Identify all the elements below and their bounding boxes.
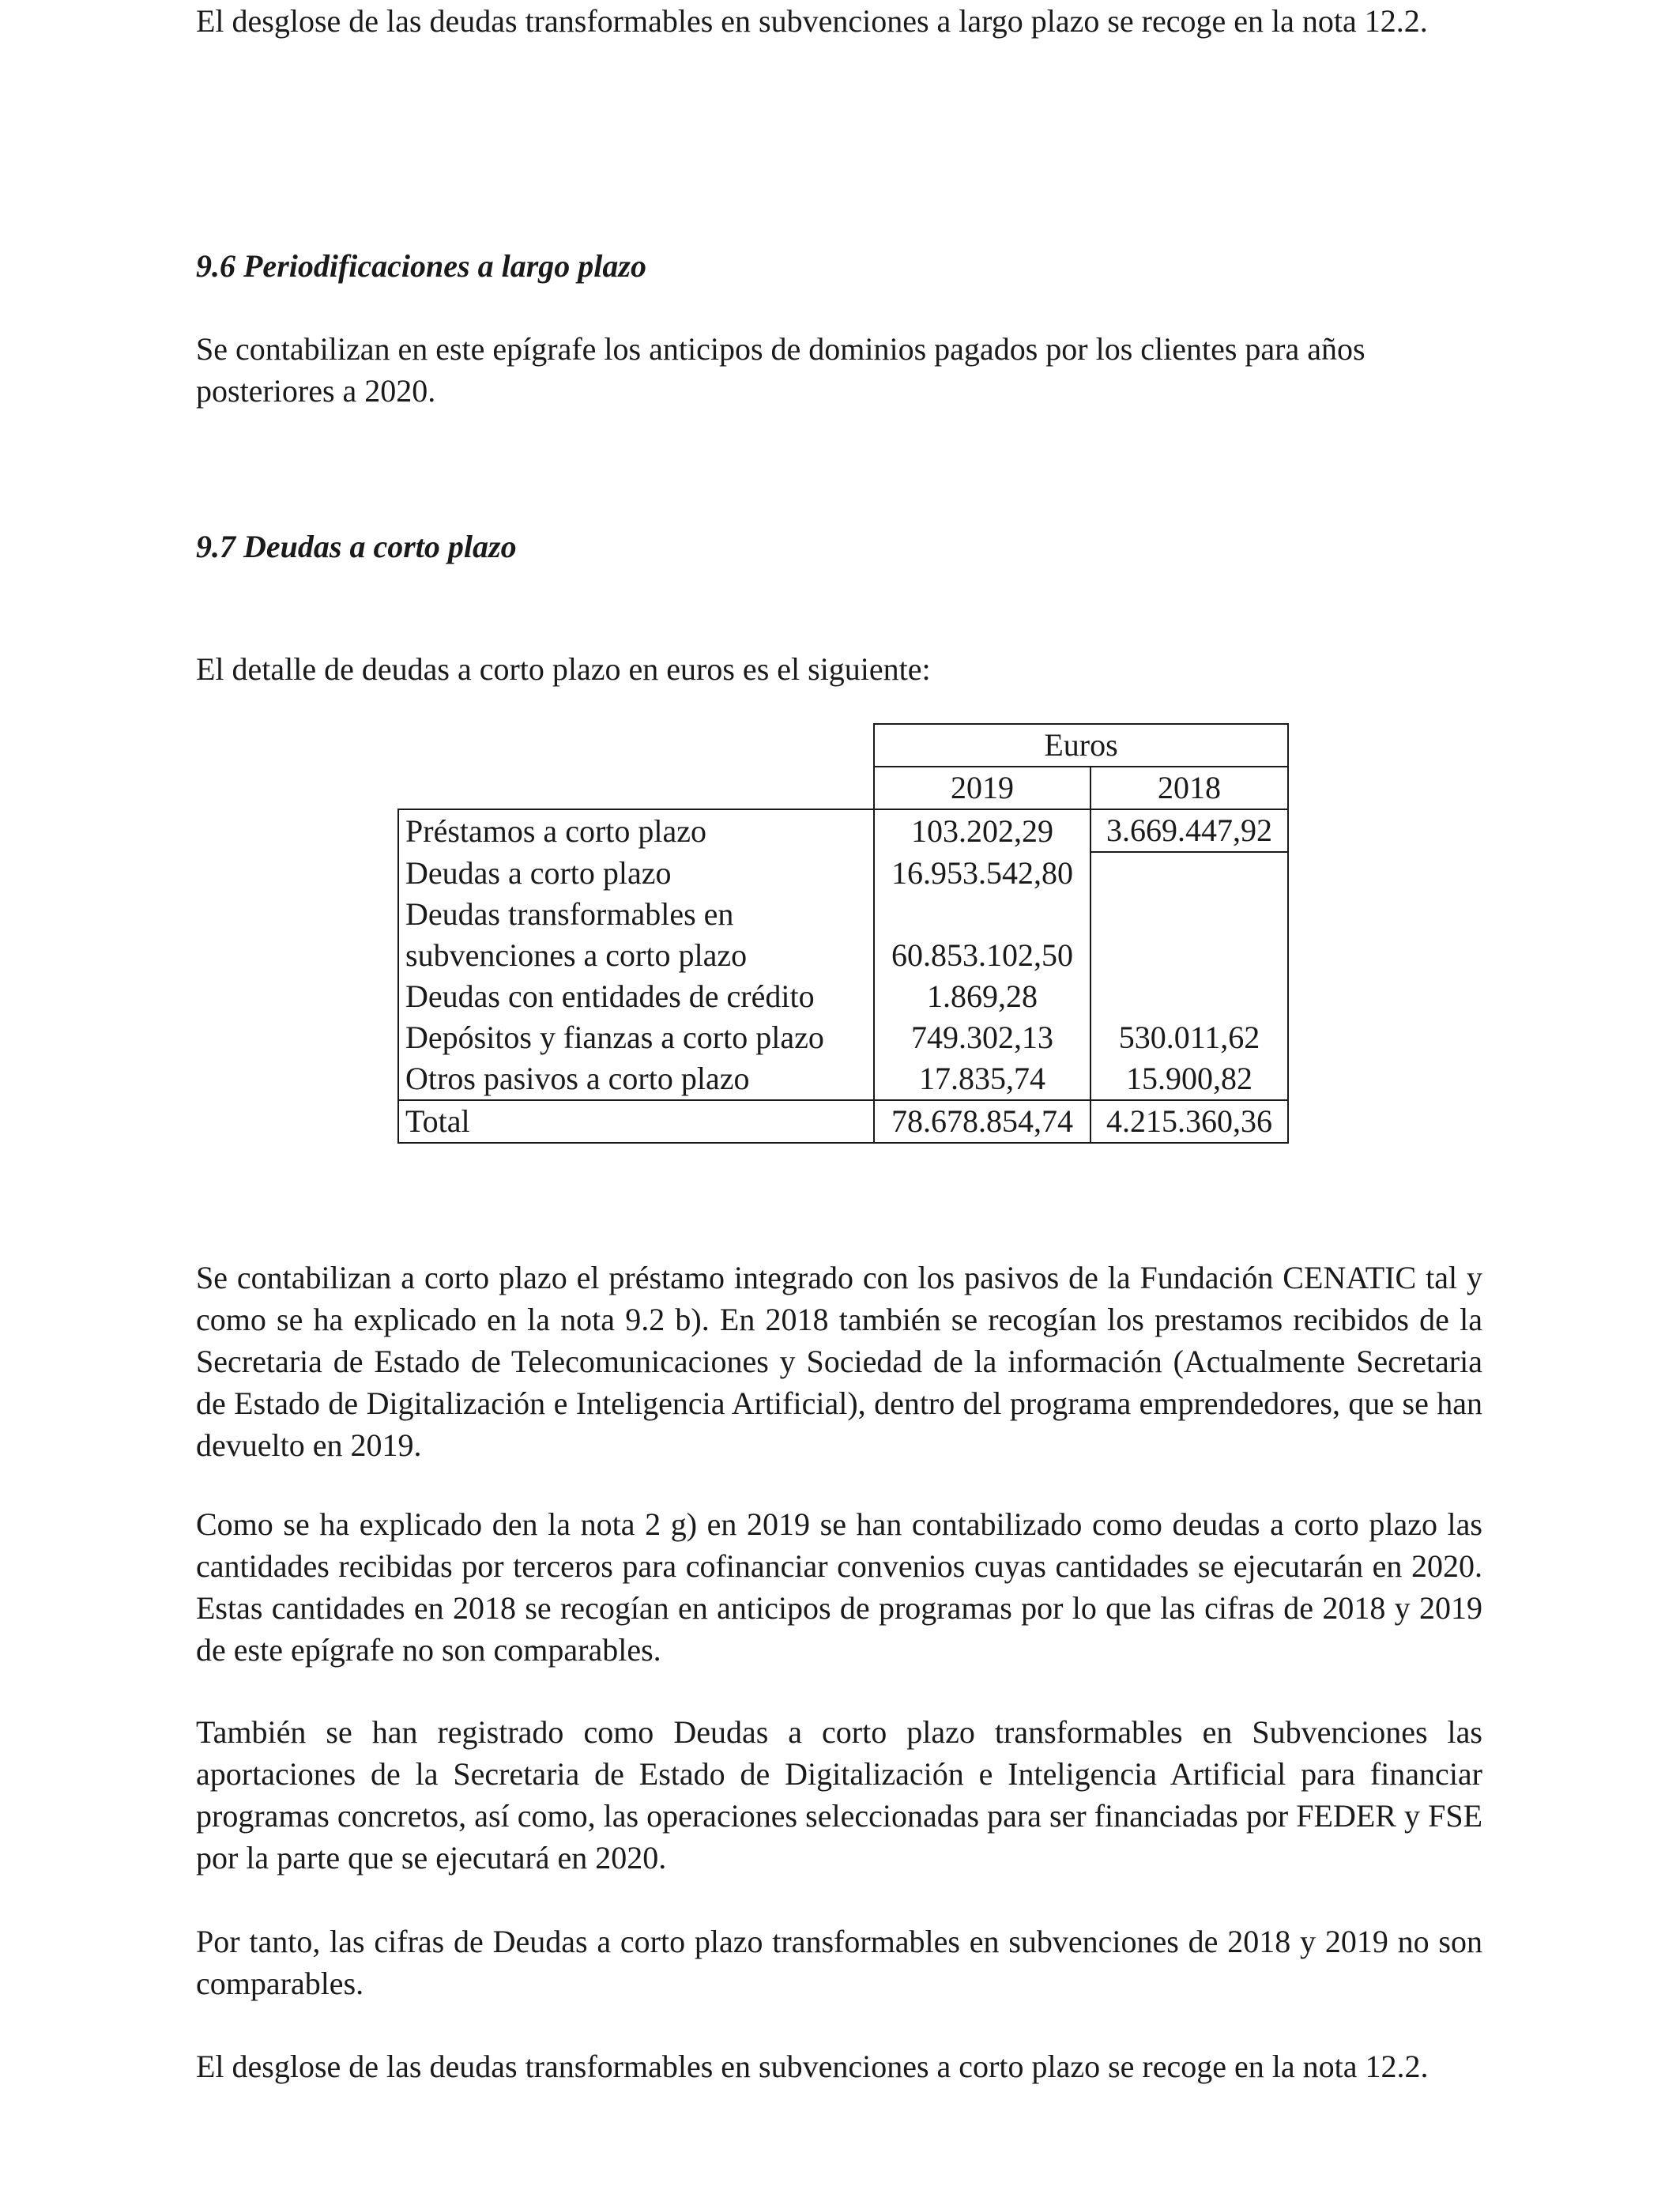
row-label: Depósitos y fianzas a corto plazo [398,1017,874,1058]
total-label: Total [398,1100,874,1143]
value-2019: 60.853.102,50 [874,935,1090,976]
section-heading-9-6 [196,245,646,287]
value-2018 [1090,894,1288,935]
year-2019-header: 2019 [874,767,1090,809]
row-label: subvenciones a corto plazo [398,935,874,976]
row-label: Deudas transformables en [398,894,874,935]
table-header-currency-row [398,724,1288,767]
row-label: Otros pasivos a corto plazo [398,1058,874,1100]
paragraph-long-term-breakdown: El desglose de las deudas transformables en subvenciones a largo plazo se recoge en la nota 12.2. [196,3,1428,39]
paragraph-subsidy-contributions: También se han registrado como Deudas a corto plazo transformables en Subvenciones las aportaciones de la Secretaria de Estado de Digitalización e Inteligencia Artificial para financiar programas concretos, así como, las operaciones seleccionadas para ser financiadas por FEDER y FSE por la parte que se ejecutará en 2020. [196,1714,1482,1875]
value-2019 [874,894,1090,935]
short-term-debt-table [397,723,1289,1144]
value-2018 [1090,935,1288,976]
table-total-row [398,1100,1288,1143]
paragraph-third-party-funds: Como se ha explicado den la nota 2 g) en 2019 se han contabilizado como deudas a corto plazo las cantidades recibidas por terceros para cofinanciar convenios cuyas cantidades se ejecutarán en 2020. Estas cantidades en 2018 se recogían en anticipos de programas por lo que las cifras de 2018 y 2019 de este epígrafe no son comparables. [196,1506,1482,1668]
value-2019: 103.202,29 [874,809,1090,852]
value-2019: 17.835,74 [874,1058,1090,1100]
table-row [398,1017,1288,1058]
section-number: 9.7 [196,529,235,564]
row-label: Préstamos a corto plazo [398,809,874,852]
table-row [398,894,1288,935]
row-label: Deudas con entidades de crédito [398,976,874,1017]
section-number: 9.6 [196,248,235,284]
value-2018 [1090,852,1288,894]
year-2018-header: 2018 [1090,767,1288,809]
total-2018: 4.215.360,36 [1090,1100,1288,1143]
section-title: Deudas a corto plazo [243,529,517,564]
table-row [398,976,1288,1017]
paragraph-cenatic-loan: Se contabilizan a corto plazo el préstamo integrado con los pasivos de la Fundación CENATIC tal y como se ha explicado en la nota 9.2 b). En 2018 también se recogían los prestamos recibidos de la Secretaria de Estado de Telecomunicaciones y Sociedad de la información (Actualmente Secretaria de Estado de Digitalización e Inteligencia Artificial), dentro del programa emprendedores, que se han devuelto en 2019. [196,1260,1482,1463]
section-heading-9-7 [196,526,517,567]
table-row [398,809,1288,852]
value-2019: 16.953.542,80 [874,852,1090,894]
row-label: Deudas a corto plazo [398,852,874,894]
value-2019: 1.869,28 [874,976,1090,1017]
value-2018: 3.669.447,92 [1090,809,1288,852]
currency-header: Euros [874,724,1288,767]
table-row [398,935,1288,976]
paragraph-short-term-breakdown: El desglose de las deudas transformables en subvenciones a corto plazo se recoge en la nota 12.2. [196,2049,1429,2084]
table-row [398,852,1288,894]
value-2018: 530.011,62 [1090,1017,1288,1058]
paragraph-periodificaciones: Se contabilizan en este epígrafe los anticipos de dominios pagados por los clientes para años posteriores a 2020. [196,331,1365,409]
value-2018 [1090,976,1288,1017]
paragraph-table-intro: El detalle de deudas a corto plazo en euros es el siguiente: [196,651,931,687]
paragraph-not-comparable: Por tanto, las cifras de Deudas a corto plazo transformables en subvenciones de 2018 y 2019 no son comparables. [196,1924,1482,2001]
table-row [398,1058,1288,1100]
section-title: Periodificaciones a largo plazo [243,248,646,284]
value-2018: 15.900,82 [1090,1058,1288,1100]
table-header-year-row [398,767,1288,809]
total-2019: 78.678.854,74 [874,1100,1090,1143]
value-2019: 749.302,13 [874,1017,1090,1058]
